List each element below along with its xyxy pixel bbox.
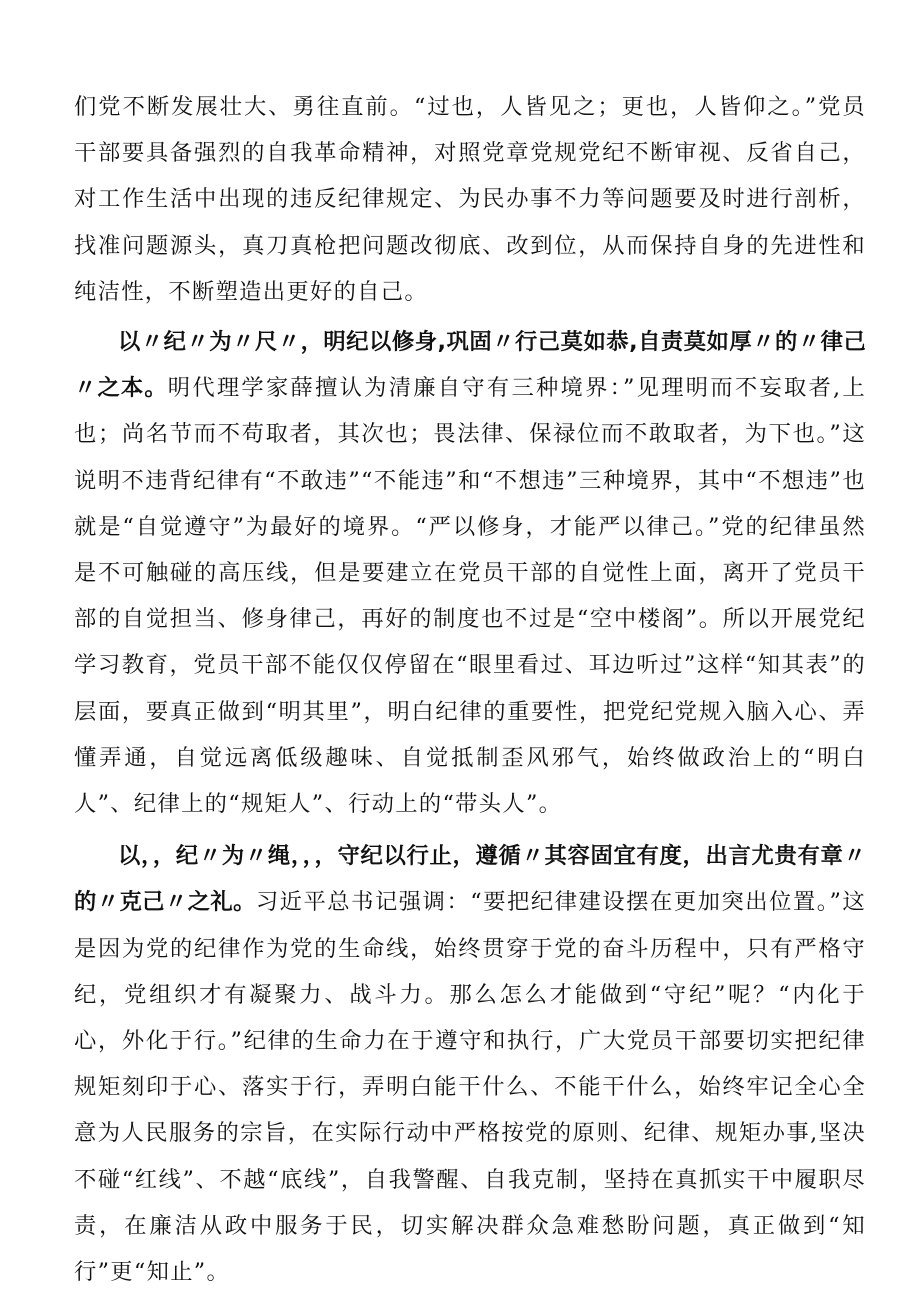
paragraph-2-heading: 以〃纪〃为〃尺〃，明纪以修身,巩固〃行己莫如恭,自责莫如厚〃的〃律己〃之本。 [74, 329, 866, 402]
document-page [74, 84, 866, 1295]
paragraph-2-text: 明代理学家薛擅认为清廉自守有三种境界：”见理明而不妄取者,上也；尚名节而不苟取者，其次也；畏法律、保禄位而不敢取者，为下也。”这说明不违背纪律有“不敢违”“不能违”和“不想违”三种境界，其中“不想违”也就是“自觉遵守”为最好的境界。“严以修身，才能严以律己。”党的纪律虽然是不可触碰的高压线，但是要建立在党员干部的自觉性上面，离开了党员干部的自觉担当、修身律己，再好的制度也不过是“空中楼阁”。所以开展党纪学习教育，党员干部不能仅仅停留在“眼里看过、耳边听过”这样“知其表”的层面，要真正做到“明其里”，明白纪律的重要性，把党纪党规入脑入心、弄懂弄通，自觉远离低级趣味、自觉抵制歪风邪气，始终做政治上的“明白人”、纪律上的“规矩人”、行动上的“带头人”。 [74, 375, 866, 818]
paragraph-2 [74, 319, 866, 827]
paragraph-3-text: 习近平总书记强调：“要把纪律建设摆在更加突出位置。”这是因为党的纪律作为党的生命线，始终贯穿于党的奋斗历程中，只有严格守纪，党组织才有凝聚力、战斗力。那么怎么才能做到“守纪”呢？“内化于心，外化于行。”纪律的生命力在于遵守和执行，广大党员干部要切实把纪律规矩刻印于心、落实于行，弄明白能干什么、不能干什么，始终牢记全心全意为人民服务的宗旨，在实际行动中严格按党的原则、纪律、规矩办事,坚决不碰“红线”、不越“底线”，自我警醒、自我克制，坚持在真抓实干中履职尽责，在廉洁从政中服务于民，切实解决群众急难愁盼问题，真正做到“知行”更“知止”。 [74, 889, 866, 1286]
paragraph-3-heading: 以，，纪〃为〃绳，，，守纪以行止，遵循〃其容固宜有度，出言尤贵有章〃的〃克己〃之礼。 [74, 843, 866, 916]
paragraph-3 [74, 833, 866, 1295]
paragraph-1-text: 们党不断发展壮大、勇往直前。“过也，人皆见之；更也，人皆仰之。”党员干部要具备强烈的自我革命精神，对照党章党规党纪不断审视、反省自己，对工作生活中出现的违反纪律规定、为民办事不力等问题要及时进行剖析，找准问题源头，真刀真枪把问题改彻底、改到位，从而保持自身的先进性和纯洁性，不断塑造出更好的自己。 [74, 94, 866, 305]
paragraph-1 [74, 84, 866, 315]
